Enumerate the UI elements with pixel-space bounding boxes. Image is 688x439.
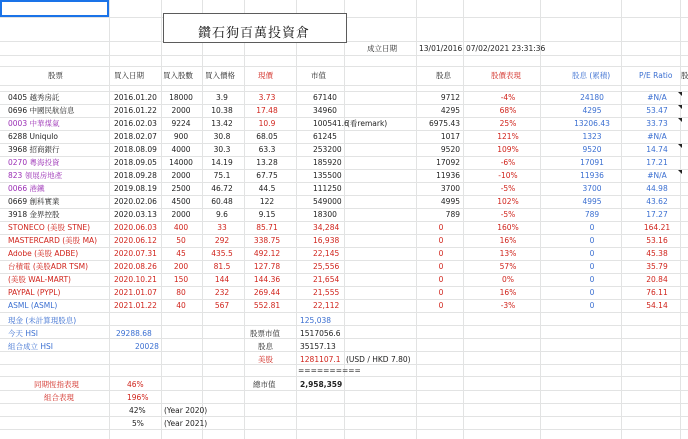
cell-div[interactable]: 1017 [440, 132, 460, 141]
cell-buy[interactable]: 30.3 [213, 145, 231, 154]
cell-pe[interactable]: 53.47 [646, 106, 668, 115]
cell-shares[interactable]: 2500 [171, 184, 191, 193]
cell-buy[interactable]: 30.8 [213, 132, 231, 141]
header-dividend[interactable]: 股息 [436, 71, 451, 80]
hsi-today-label[interactable]: 今天 HSI [8, 329, 38, 338]
cell-value[interactable]: 22,112 [313, 301, 340, 310]
cell-div[interactable]: 0 [438, 301, 444, 310]
row-gridline [0, 260, 688, 261]
cell-buy[interactable]: 9.6 [216, 210, 228, 219]
cell-value[interactable]: 549000 [313, 197, 342, 206]
cell-pe[interactable]: 44.98 [646, 184, 668, 193]
cell-date[interactable]: 2020.07.31 [114, 249, 157, 258]
header-dividend-accumulated[interactable]: 股息 (累積) [572, 71, 611, 80]
cell-acc[interactable]: 0 [589, 301, 595, 310]
cell-acc[interactable]: 0 [589, 249, 595, 258]
cell-shares[interactable]: 200 [173, 262, 189, 271]
year-2020-label[interactable]: (Year 2020) [164, 406, 208, 415]
cell-div[interactable]: 0 [438, 249, 444, 258]
cell-stock[interactable]: 823 領展房地產 [8, 171, 63, 180]
row-gridline [0, 338, 688, 339]
cell-perf[interactable]: 102% [497, 197, 519, 206]
cell-price[interactable]: 17.48 [256, 106, 278, 115]
cell-date[interactable]: 2016.01.20 [114, 93, 157, 102]
row-gridline [0, 208, 688, 209]
cell-value[interactable]: 22,145 [313, 249, 340, 258]
cell-acc[interactable]: 0 [589, 275, 595, 284]
stock-mv-label[interactable]: 股票市值 [250, 329, 280, 338]
cell-price[interactable]: 67.75 [256, 171, 278, 180]
cell-acc[interactable]: 4295 [582, 106, 602, 115]
row-gridline [0, 234, 688, 235]
cell-div[interactable]: 0 [438, 223, 444, 232]
cell-value[interactable]: 100541.6 [313, 119, 349, 128]
cell-perf[interactable]: 109% [497, 145, 519, 154]
header-shares[interactable]: 買入股數 [163, 71, 193, 80]
cell-div[interactable]: 6975.43 [428, 119, 460, 128]
cell-buy[interactable]: 13.42 [211, 119, 233, 128]
cell-price[interactable]: 127.78 [253, 262, 281, 271]
cell-stock[interactable]: STONECO (美股 STNE) [8, 223, 91, 232]
cell-price[interactable]: 338.75 [253, 236, 281, 245]
cell-stock[interactable]: 0066 港鐵 [8, 184, 45, 193]
cell-perf[interactable]: 121% [497, 132, 519, 141]
row-gridline [0, 325, 688, 326]
selected-cell[interactable] [0, 0, 109, 17]
cell-perf[interactable]: -4% [500, 93, 516, 102]
cell-pe[interactable]: 76.11 [646, 288, 668, 297]
cell-stock[interactable]: 0669 創科實業 [8, 197, 60, 206]
cell-acc[interactable]: 1323 [582, 132, 602, 141]
row-gridline [0, 403, 688, 404]
current-datetime[interactable]: 07/02/2021 23:31:36 [466, 44, 546, 53]
cell-div[interactable]: 4995 [440, 197, 460, 206]
row-gridline [0, 312, 688, 313]
cell-acc[interactable]: 17091 [580, 158, 604, 167]
cell-perf[interactable]: 16% [499, 236, 517, 245]
cell-div[interactable]: 3700 [440, 184, 460, 193]
cell-value[interactable]: 16,938 [313, 236, 340, 245]
cell-date[interactable]: 2020.06.12 [114, 236, 157, 245]
cell-buy[interactable]: 567 [214, 301, 230, 310]
row-gridline [0, 66, 688, 67]
cell-buy[interactable]: 75.1 [213, 171, 231, 180]
cell-buy[interactable]: 144 [214, 275, 230, 284]
cell-shares[interactable]: 50 [176, 236, 186, 245]
start-date-label[interactable]: 成立日期 [367, 44, 397, 53]
cell-div[interactable]: 0 [438, 275, 444, 284]
cell-value[interactable]: 34,284 [313, 223, 340, 232]
row-gridline [0, 117, 688, 118]
cell-shares[interactable]: 2000 [171, 106, 191, 115]
cell-perf[interactable]: 68% [499, 106, 517, 115]
cell-shares[interactable]: 150 [173, 275, 189, 284]
row-gridline [0, 429, 688, 430]
row-gridline [0, 156, 688, 157]
cell-perf[interactable]: 160% [497, 223, 519, 232]
header-market-value[interactable]: 市值 [311, 71, 326, 80]
cell-shares[interactable]: 18000 [169, 93, 193, 102]
cell-price[interactable]: 122 [259, 197, 275, 206]
row-gridline [0, 91, 688, 92]
year-2021-label[interactable]: (Year 2021) [164, 419, 208, 428]
cell-perf[interactable]: -5% [500, 184, 516, 193]
row-gridline [0, 390, 688, 391]
cell-perf[interactable]: 0% [502, 275, 514, 284]
cell-shares[interactable]: 9224 [171, 119, 191, 128]
portfolio-perf-value[interactable]: 196% [127, 393, 149, 402]
cell-date[interactable]: 2021.01.22 [114, 301, 157, 310]
header-buy-date[interactable]: 買入日期 [114, 71, 144, 80]
fx-note[interactable]: (USD / HKD 7.80) [346, 355, 411, 364]
row-gridline [0, 376, 688, 377]
cell-pe[interactable]: 164.21 [643, 223, 671, 232]
cell-price[interactable]: 13.28 [256, 158, 278, 167]
row-gridline [0, 104, 688, 105]
row-gridline [0, 286, 688, 287]
row-gridline [0, 247, 688, 248]
row-gridline [0, 85, 688, 86]
cell-shares[interactable]: 80 [176, 288, 186, 297]
cell-shares[interactable]: 4500 [171, 197, 191, 206]
row-gridline [0, 130, 688, 131]
dividend-total-label[interactable]: 股息 [258, 342, 273, 351]
row-gridline [0, 351, 688, 352]
row-gridline [0, 299, 688, 300]
row-gridline [0, 143, 688, 144]
cell-pe[interactable]: 14.74 [646, 145, 668, 154]
cell-date[interactable]: 2018.09.05 [114, 158, 157, 167]
cell-stock[interactable]: 0003 中華煤氣 [8, 119, 60, 128]
cell-div[interactable]: 11936 [436, 171, 460, 180]
cell-value[interactable]: 111250 [313, 184, 342, 193]
cell-perf[interactable]: -10% [498, 171, 518, 180]
cell-price[interactable]: 68.05 [256, 132, 278, 141]
cell-stock[interactable]: 0405 越秀房託 [8, 93, 60, 102]
cell-date[interactable]: 2020.03.13 [114, 210, 157, 219]
cell-pe[interactable]: 35.79 [646, 262, 668, 271]
total-value[interactable]: 2,958,359 [300, 380, 343, 389]
dividend-total-value[interactable]: 35157.13 [300, 342, 336, 351]
hsi-start-value[interactable]: 20028 [135, 342, 159, 351]
cell-div[interactable]: 9520 [440, 145, 460, 154]
cell-pe[interactable]: 17.21 [646, 158, 668, 167]
comment-indicator-icon[interactable] [678, 105, 682, 109]
cell-date[interactable]: 2020.10.21 [114, 275, 157, 284]
row-gridline [0, 182, 688, 183]
cell-perf[interactable]: 16% [499, 288, 517, 297]
cell-price[interactable]: 9.15 [258, 210, 276, 219]
cell-value[interactable]: 34960 [313, 106, 337, 115]
cell-buy[interactable]: 81.5 [213, 262, 231, 271]
cell-stock[interactable]: PAYPAL (PYPL) [8, 288, 61, 297]
cell-buy[interactable]: 10.38 [211, 106, 233, 115]
hsi-perf-value[interactable]: 46% [127, 380, 144, 389]
cell-acc[interactable]: 789 [584, 210, 600, 219]
cell-pe[interactable]: 20.84 [646, 275, 668, 284]
cell-div[interactable]: 4295 [440, 106, 460, 115]
cell-stock[interactable]: Adobe (美股 ADBE) [8, 249, 79, 258]
header-performance[interactable]: 股價表現 [491, 71, 521, 80]
cell-shares[interactable]: 4000 [171, 145, 191, 154]
cell-acc[interactable]: 24180 [580, 93, 604, 102]
row-gridline [0, 416, 688, 417]
cell-buy[interactable]: 33 [217, 223, 227, 232]
cell-date[interactable]: 2020.08.26 [114, 262, 157, 271]
cell-acc[interactable]: 11936 [580, 171, 604, 180]
cell-pe[interactable]: 45.38 [646, 249, 668, 258]
cell-div[interactable]: 0 [438, 236, 444, 245]
row-gridline [0, 221, 688, 222]
year-2020-perf[interactable]: 42% [129, 406, 146, 415]
cell-price[interactable]: 44.5 [258, 184, 276, 193]
year-2021-perf[interactable]: 5% [132, 419, 144, 428]
sum-separator: ========== [298, 366, 361, 375]
cell-date[interactable]: 2021.01.07 [114, 288, 157, 297]
cell-date[interactable]: 2018.08.09 [114, 145, 157, 154]
cell-acc[interactable]: 0 [589, 236, 595, 245]
cell-value[interactable]: 253200 [313, 145, 342, 154]
cell-price[interactable]: 3.73 [258, 93, 276, 102]
cell-acc[interactable]: 9520 [582, 145, 602, 154]
cell-price[interactable]: 492.12 [253, 249, 281, 258]
sheet-title: 鑽石狗百萬投資倉 [197, 26, 310, 41]
header-buy-price[interactable]: 買入價格 [205, 71, 235, 80]
cell-pe[interactable]: #N/A [647, 93, 667, 102]
row-gridline [0, 195, 688, 196]
cell-price[interactable]: 552.81 [253, 301, 281, 310]
cell-stock[interactable]: 6288 Uniqulo [8, 132, 58, 141]
cell-perf[interactable]: 25% [499, 119, 517, 128]
cell-value[interactable]: 21,555 [313, 288, 340, 297]
cell-shares[interactable]: 2000 [171, 210, 191, 219]
cell-date[interactable]: 2020.06.03 [114, 223, 157, 232]
cell-date[interactable]: 2018.02.07 [114, 132, 157, 141]
cell-shares[interactable]: 2000 [171, 171, 191, 180]
comment-indicator-icon[interactable] [678, 92, 682, 96]
cell-div[interactable]: 9712 [440, 93, 460, 102]
row-gridline [0, 273, 688, 274]
start-date-value[interactable]: 13/01/2016 [419, 44, 463, 53]
cell-value[interactable]: 21,654 [313, 275, 340, 284]
cell-buy[interactable]: 232 [214, 288, 230, 297]
portfolio-perf-label[interactable]: 組合表現 [44, 393, 74, 402]
hsi-today-value[interactable]: 29288.68 [116, 329, 152, 338]
hsi-perf-label[interactable]: 同期恆指表現 [34, 380, 79, 389]
cell-date[interactable]: 2016.02.03 [114, 119, 157, 128]
cell-value[interactable]: 67140 [313, 93, 337, 102]
cell-shares[interactable]: 45 [176, 249, 186, 258]
cell-stock[interactable]: 3968 招商銀行 [8, 145, 60, 154]
cell-perf[interactable]: 13% [499, 249, 517, 258]
cell-div[interactable]: 17092 [436, 158, 460, 167]
cell-value[interactable]: 135500 [313, 171, 342, 180]
cell-stock[interactable]: MASTERCARD (美股 MA) [8, 236, 98, 245]
cell-buy[interactable]: 292 [214, 236, 230, 245]
cell-pe[interactable]: 43.62 [646, 197, 668, 206]
cell-acc[interactable]: 0 [589, 223, 595, 232]
cell-note[interactable]: (看remark) [347, 119, 388, 128]
hsi-start-label[interactable]: 組合成立 HSI [8, 342, 53, 351]
cell-div[interactable]: 789 [445, 210, 460, 219]
cell-pe[interactable]: #N/A [647, 132, 667, 141]
cell-shares[interactable]: 40 [176, 301, 186, 310]
cell-date[interactable]: 2016.01.22 [114, 106, 157, 115]
cell-buy[interactable]: 46.72 [211, 184, 233, 193]
cell-stock[interactable]: 0696 中國民航信息 [8, 106, 75, 115]
cell-stock[interactable]: 0270 粵海投資 [8, 158, 60, 167]
cell-date[interactable]: 2020.02.06 [114, 197, 157, 206]
cell-acc[interactable]: 4995 [582, 197, 602, 206]
row-gridline [0, 55, 688, 56]
header-stock[interactable]: 股票 [48, 71, 63, 80]
cell-acc[interactable]: 3700 [582, 184, 602, 193]
cell-price[interactable]: 63.3 [258, 145, 276, 154]
header-pe-ratio[interactable]: P/E Ratio [639, 71, 673, 80]
cell-pe[interactable]: 54.14 [646, 301, 668, 310]
cash-label[interactable]: 現金 (未計算現股息) [8, 316, 77, 325]
cell-value[interactable]: 61245 [313, 132, 337, 141]
cell-stock[interactable]: 3918 金界控股 [8, 210, 60, 219]
cell-shares[interactable]: 400 [173, 223, 189, 232]
cell-pe[interactable]: #N/A [647, 171, 667, 180]
stock-mv-value[interactable]: 1517056.6 [300, 329, 341, 338]
cell-perf[interactable]: -6% [500, 158, 516, 167]
cell-date[interactable]: 2018.09.28 [114, 171, 157, 180]
cell-stock[interactable]: (美股 WAL-MART) [8, 275, 71, 284]
cell-perf[interactable]: -5% [500, 210, 516, 219]
cell-div[interactable]: 0 [438, 262, 444, 271]
row-gridline [0, 364, 688, 365]
cell-price[interactable]: 85.71 [256, 223, 278, 232]
us-stocks-value[interactable]: 1281107.1 [300, 355, 341, 364]
cash-value[interactable]: 125,038 [300, 316, 332, 325]
cell-price[interactable]: 144.36 [253, 275, 281, 284]
comment-indicator-icon[interactable] [678, 144, 682, 148]
cell-stock[interactable]: ASML (ASML) [8, 301, 58, 310]
cell-pe[interactable]: 33.73 [646, 119, 668, 128]
header-extra[interactable]: 股 [681, 71, 688, 80]
cell-shares[interactable]: 900 [173, 132, 189, 141]
row-gridline [0, 169, 688, 170]
cell-value[interactable]: 25,556 [313, 262, 340, 271]
comment-indicator-icon[interactable] [678, 118, 682, 122]
us-stocks-label[interactable]: 美股 [258, 355, 273, 364]
cell-price[interactable]: 269.44 [253, 288, 281, 297]
cell-date[interactable]: 2019.08.19 [114, 184, 157, 193]
cell-price[interactable]: 10.9 [258, 119, 276, 128]
cell-perf[interactable]: -3% [500, 301, 516, 310]
cell-pe[interactable]: 17.27 [646, 210, 668, 219]
cell-acc[interactable]: 0 [589, 288, 595, 297]
cell-buy[interactable]: 3.9 [216, 93, 228, 102]
cell-div[interactable]: 0 [438, 288, 444, 297]
comment-indicator-icon[interactable] [678, 170, 682, 174]
cell-stock[interactable]: 台積電 (美股ADR TSM) [8, 262, 89, 271]
cell-acc[interactable]: 13206.43 [574, 119, 610, 128]
total-value-label[interactable]: 總市值 [253, 380, 276, 389]
cell-pe[interactable]: 53.16 [646, 236, 668, 245]
cell-acc[interactable]: 0 [589, 262, 595, 271]
cell-value[interactable]: 185920 [313, 158, 342, 167]
cell-value[interactable]: 18300 [313, 210, 337, 219]
cell-shares[interactable]: 14000 [169, 158, 193, 167]
cell-perf[interactable]: 57% [499, 262, 517, 271]
cell-buy[interactable]: 60.48 [211, 197, 233, 206]
cell-buy[interactable]: 435.5 [211, 249, 233, 258]
header-price[interactable]: 現價 [258, 71, 273, 80]
cell-buy[interactable]: 14.19 [211, 158, 233, 167]
